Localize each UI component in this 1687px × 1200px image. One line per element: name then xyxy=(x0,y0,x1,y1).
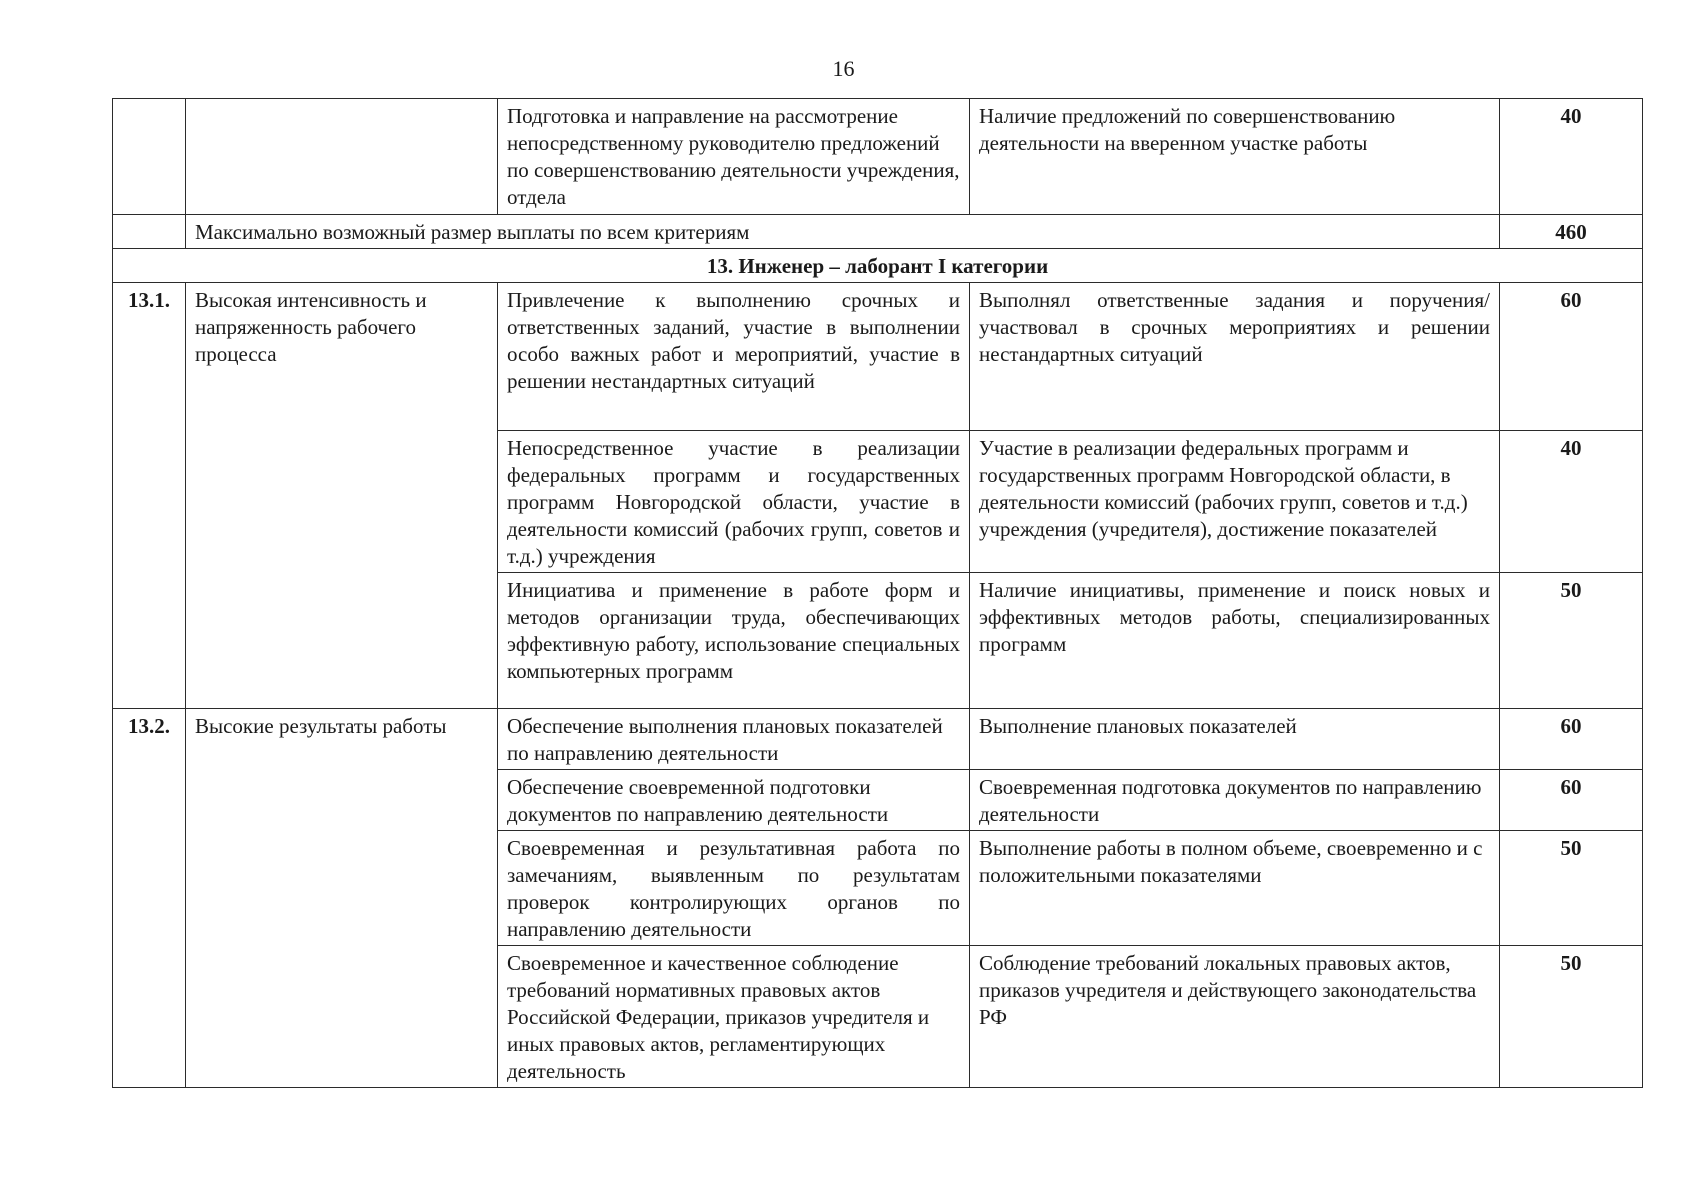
activity-cell: Инициатива и применение в работе форм и методов организации труда, обеспечивающих эффективную работу, использование специальных компьютерных программ xyxy=(498,573,970,709)
points-cell: 50 xyxy=(1500,946,1643,1088)
max-payment-label: Максимально возможный размер выплаты по всем критериям xyxy=(186,215,1500,249)
table-row xyxy=(113,709,1643,770)
activity-cell: Обеспечение выполнения плановых показателей по направлению деятельности xyxy=(498,709,970,770)
indicator-cell: Своевременная подготовка документов по направлению деятельности xyxy=(970,770,1500,831)
criterion-number: 13.1. xyxy=(113,283,186,709)
points-cell: 60 xyxy=(1500,283,1643,431)
criterion-cell xyxy=(186,99,498,215)
activity-cell: Непосредственное участие в реализации федеральных программ и государственных программ Новгородской области, участие в деятельности комиссий (рабочих групп, советов и т.д.) учреждения xyxy=(498,431,970,573)
points-cell: 40 xyxy=(1500,431,1643,573)
points-cell: 60 xyxy=(1500,709,1643,770)
section-header-row xyxy=(113,249,1643,283)
activity-cell: Своевременное и качественное соблюдение требований нормативных правовых актов Российской Федерации, приказов учредителя и иных правовых актов, регламентирующих деятельность xyxy=(498,946,970,1088)
max-payment-points: 460 xyxy=(1500,215,1643,249)
max-payment-row xyxy=(113,215,1643,249)
points-cell: 50 xyxy=(1500,573,1643,709)
indicator-cell: Участие в реализации федеральных программ и государственных программ Новгородской области, в деятельности комиссий (рабочих групп, советов и т.д.) учреждения (учредителя), достижение показателей xyxy=(970,431,1500,573)
indicator-cell: Выполнение работы в полном объеме, своевременно и с положительными показателями xyxy=(970,831,1500,946)
indicator-cell: Наличие предложений по совершенствованию деятельности на вверенном участке работы xyxy=(970,99,1500,215)
criterion-name: Высокая интенсивность и напряженность рабочего процесса xyxy=(186,283,498,709)
number-cell xyxy=(113,99,186,215)
table-row xyxy=(113,283,1643,431)
activity-cell: Своевременная и результативная работа по замечаниям, выявленным по результатам проверок контролирующих органов по направлению деятельности xyxy=(498,831,970,946)
criterion-name: Высокие результаты работы xyxy=(186,709,498,1088)
indicator-cell: Выполнение плановых показателей xyxy=(970,709,1500,770)
table-row xyxy=(113,99,1643,215)
activity-cell: Подготовка и направление на рассмотрение непосредственному руководителю предложений по совершенствованию деятельности учреждения, отдела xyxy=(498,99,970,215)
activity-cell: Привлечение к выполнению срочных и ответственных заданий, участие в выполнении особо важных работ и мероприятий, участие в решении нестандартных ситуаций xyxy=(498,283,970,431)
criterion-number: 13.2. xyxy=(113,709,186,1088)
page-number: 16 xyxy=(832,56,855,81)
criteria-table xyxy=(112,98,1643,1088)
number-cell xyxy=(113,215,186,249)
indicator-cell: Наличие инициативы, применение и поиск новых и эффективных методов работы, специализированных программ xyxy=(970,573,1500,709)
indicator-cell: Выполнял ответственные задания и поручения/участвовал в срочных мероприятиях и решении нестандартных ситуаций xyxy=(970,283,1500,431)
points-cell: 40 xyxy=(1500,99,1643,215)
points-cell: 50 xyxy=(1500,831,1643,946)
activity-cell: Обеспечение своевременной подготовки документов по направлению деятельности xyxy=(498,770,970,831)
section-title: 13. Инженер – лаборант I категории xyxy=(113,249,1643,283)
points-cell: 60 xyxy=(1500,770,1643,831)
indicator-cell: Соблюдение требований локальных правовых актов, приказов учредителя и действующего законодательства РФ xyxy=(970,946,1500,1088)
